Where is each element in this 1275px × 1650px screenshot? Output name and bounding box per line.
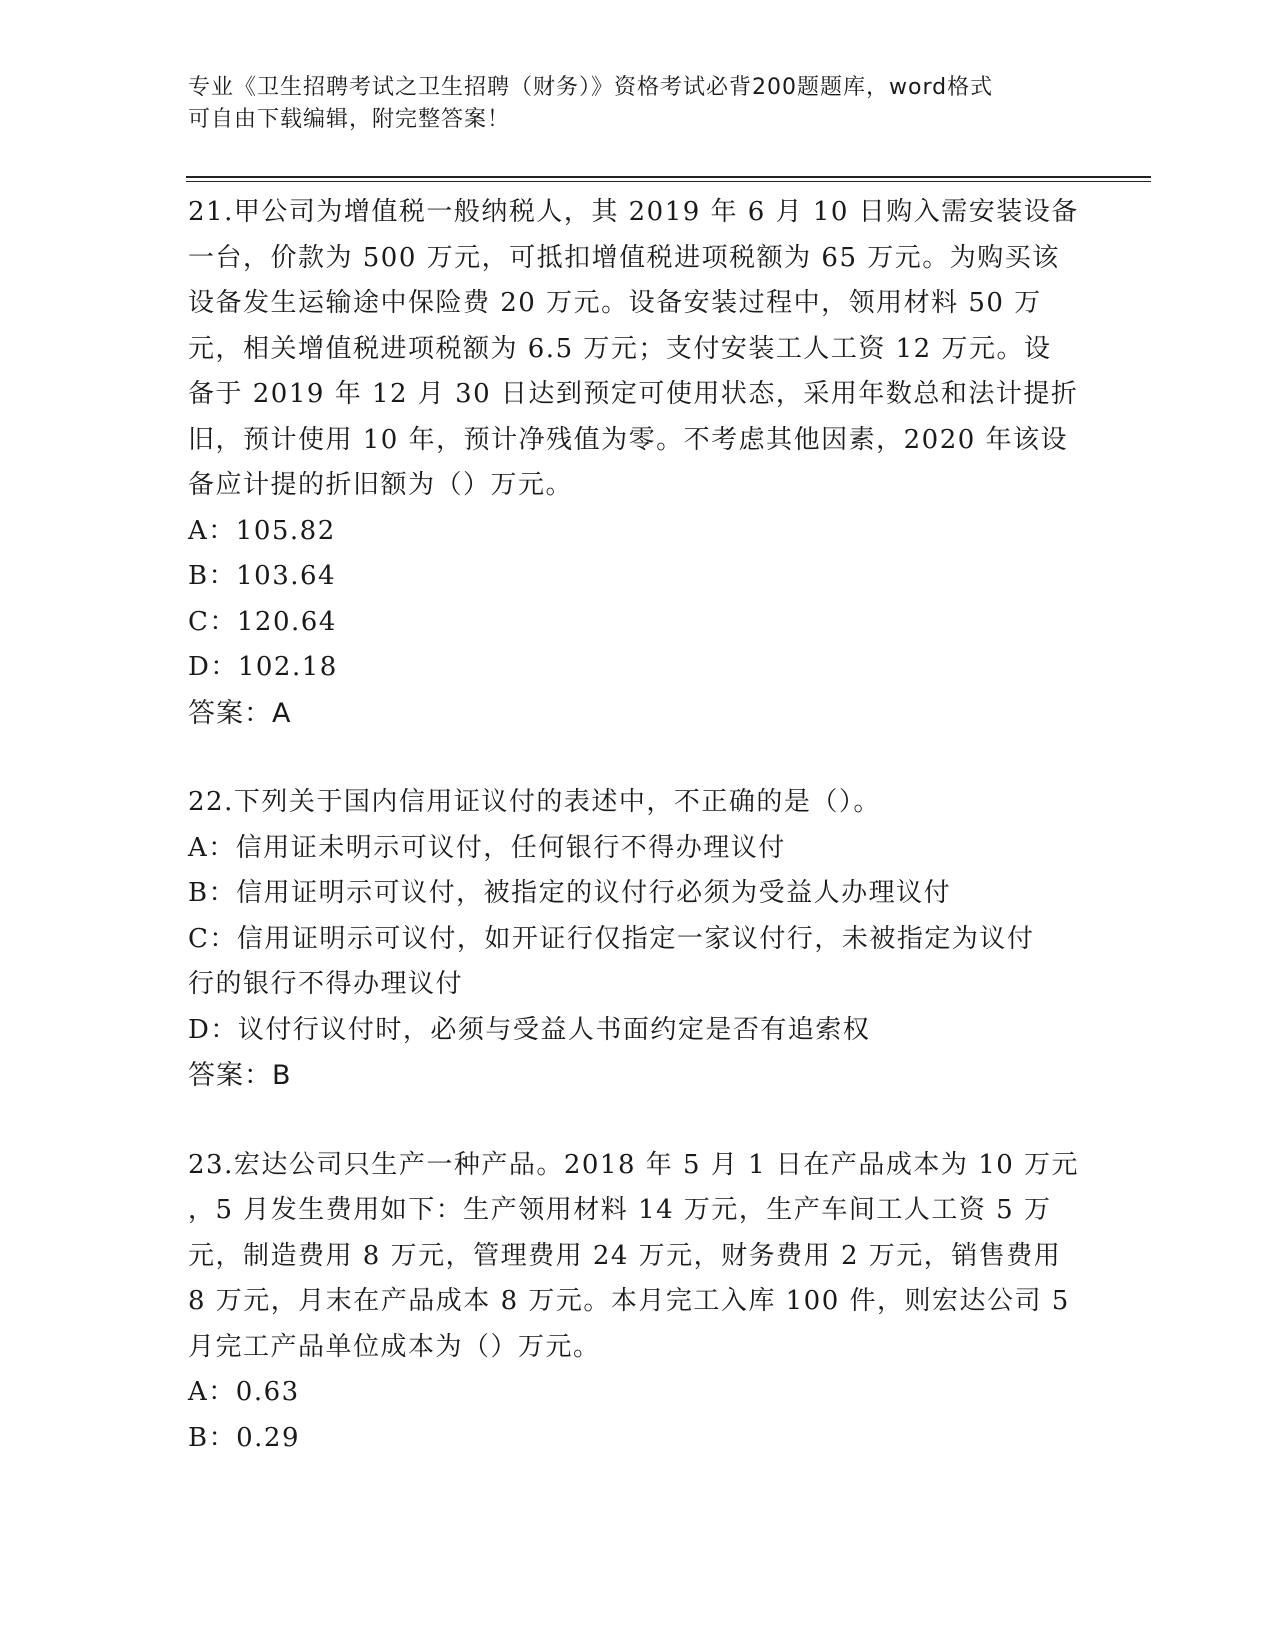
option-b: B：0.29 — [188, 1422, 300, 1453]
question-stem-line: 元，制造费用 8 万元，管理费用 24 万元，财务费用 2 万元，销售费用 — [188, 1240, 1062, 1271]
question-stem-line: 备应计提的折旧额为（）万元。 — [188, 470, 574, 500]
header-divider-thick — [186, 176, 1151, 178]
question-stem-line: 21.甲公司为增值税一般纳税人，其 2019 年 6 月 10 日购入需安装设备 — [188, 197, 1079, 227]
option-c: C：120.64 — [188, 606, 337, 637]
option-b: B：103.64 — [188, 561, 337, 591]
document-header — [188, 72, 1068, 136]
question-block — [188, 190, 1078, 736]
question-stem-line: 备于 2019 年 12 月 30 日达到预定可使用状态，采用年数总和法计提折 — [188, 379, 1079, 409]
option-a: A：0.63 — [188, 1377, 300, 1407]
question-stem-line: ，5 月发生费用如下：生产领用材料 14 万元，生产车间工人工资 5 万 — [188, 1195, 1052, 1225]
question-block — [188, 1143, 1078, 1462]
option-d: D：102.18 — [188, 652, 338, 682]
option-a: A：105.82 — [188, 515, 336, 546]
question-stem-line: 22.下列关于国内信用证议付的表述中，不正确的是（）。 — [188, 787, 881, 817]
question-block — [188, 780, 1078, 1099]
option-a: A：信用证未明示可议付，任何银行不得办理议付 — [188, 832, 786, 863]
question-spacer — [188, 736, 1078, 780]
question-stem-line: 设备发生运输途中保险费 20 万元。设备安装过程中，领用材料 50 万 — [188, 288, 1042, 318]
option-c-continued: 行的银行不得办理议付 — [188, 969, 464, 999]
question-stem-line: 旧，预计使用 10 年，预计净残值为零。不考虑其他因素，2020 年该设 — [188, 424, 1069, 455]
option-c: C：信用证明示可议付，如开证行仅指定一家议付行，未被指定为议付 — [188, 923, 1035, 954]
header-title-line-2: 可自由下载编辑，附完整答案！ — [188, 107, 511, 132]
option-b: B：信用证明示可议付，被指定的议付行必须为受益人办理议付 — [188, 878, 952, 908]
question-stem-line: 23.宏达公司只生产一种产品。2018 年 5 月 1 日在产品成本为 10 万元 — [188, 1149, 1080, 1180]
question-stem-line: 月完工产品单位成本为（）万元。 — [188, 1331, 601, 1362]
answer-label: 答案：B — [188, 1060, 292, 1091]
question-stem-line: 一台，价款为 500 万元，可抵扣增值税进项税额为 65 万元。为购买该 — [188, 242, 1060, 273]
question-spacer — [188, 1099, 1078, 1143]
header-divider-thin — [186, 181, 1151, 182]
answer-label: 答案：A — [188, 697, 292, 729]
question-stem-line: 8 万元，月末在产品成本 8 万元。本月完工入库 100 件，则宏达公司 5 — [188, 1286, 1070, 1316]
header-title-line-1: 专业《卫生招聘考试之卫生招聘（财务）》资格考试必背200题题库，word格式 — [188, 75, 994, 100]
question-list — [188, 190, 1078, 1461]
question-stem-line: 元，相关增值税进项税额为 6.5 万元；支付安装工人工资 12 万元。设 — [188, 333, 1052, 364]
option-d: D：议付行议付时，必须与受益人书面约定是否有追索权 — [188, 1014, 871, 1045]
